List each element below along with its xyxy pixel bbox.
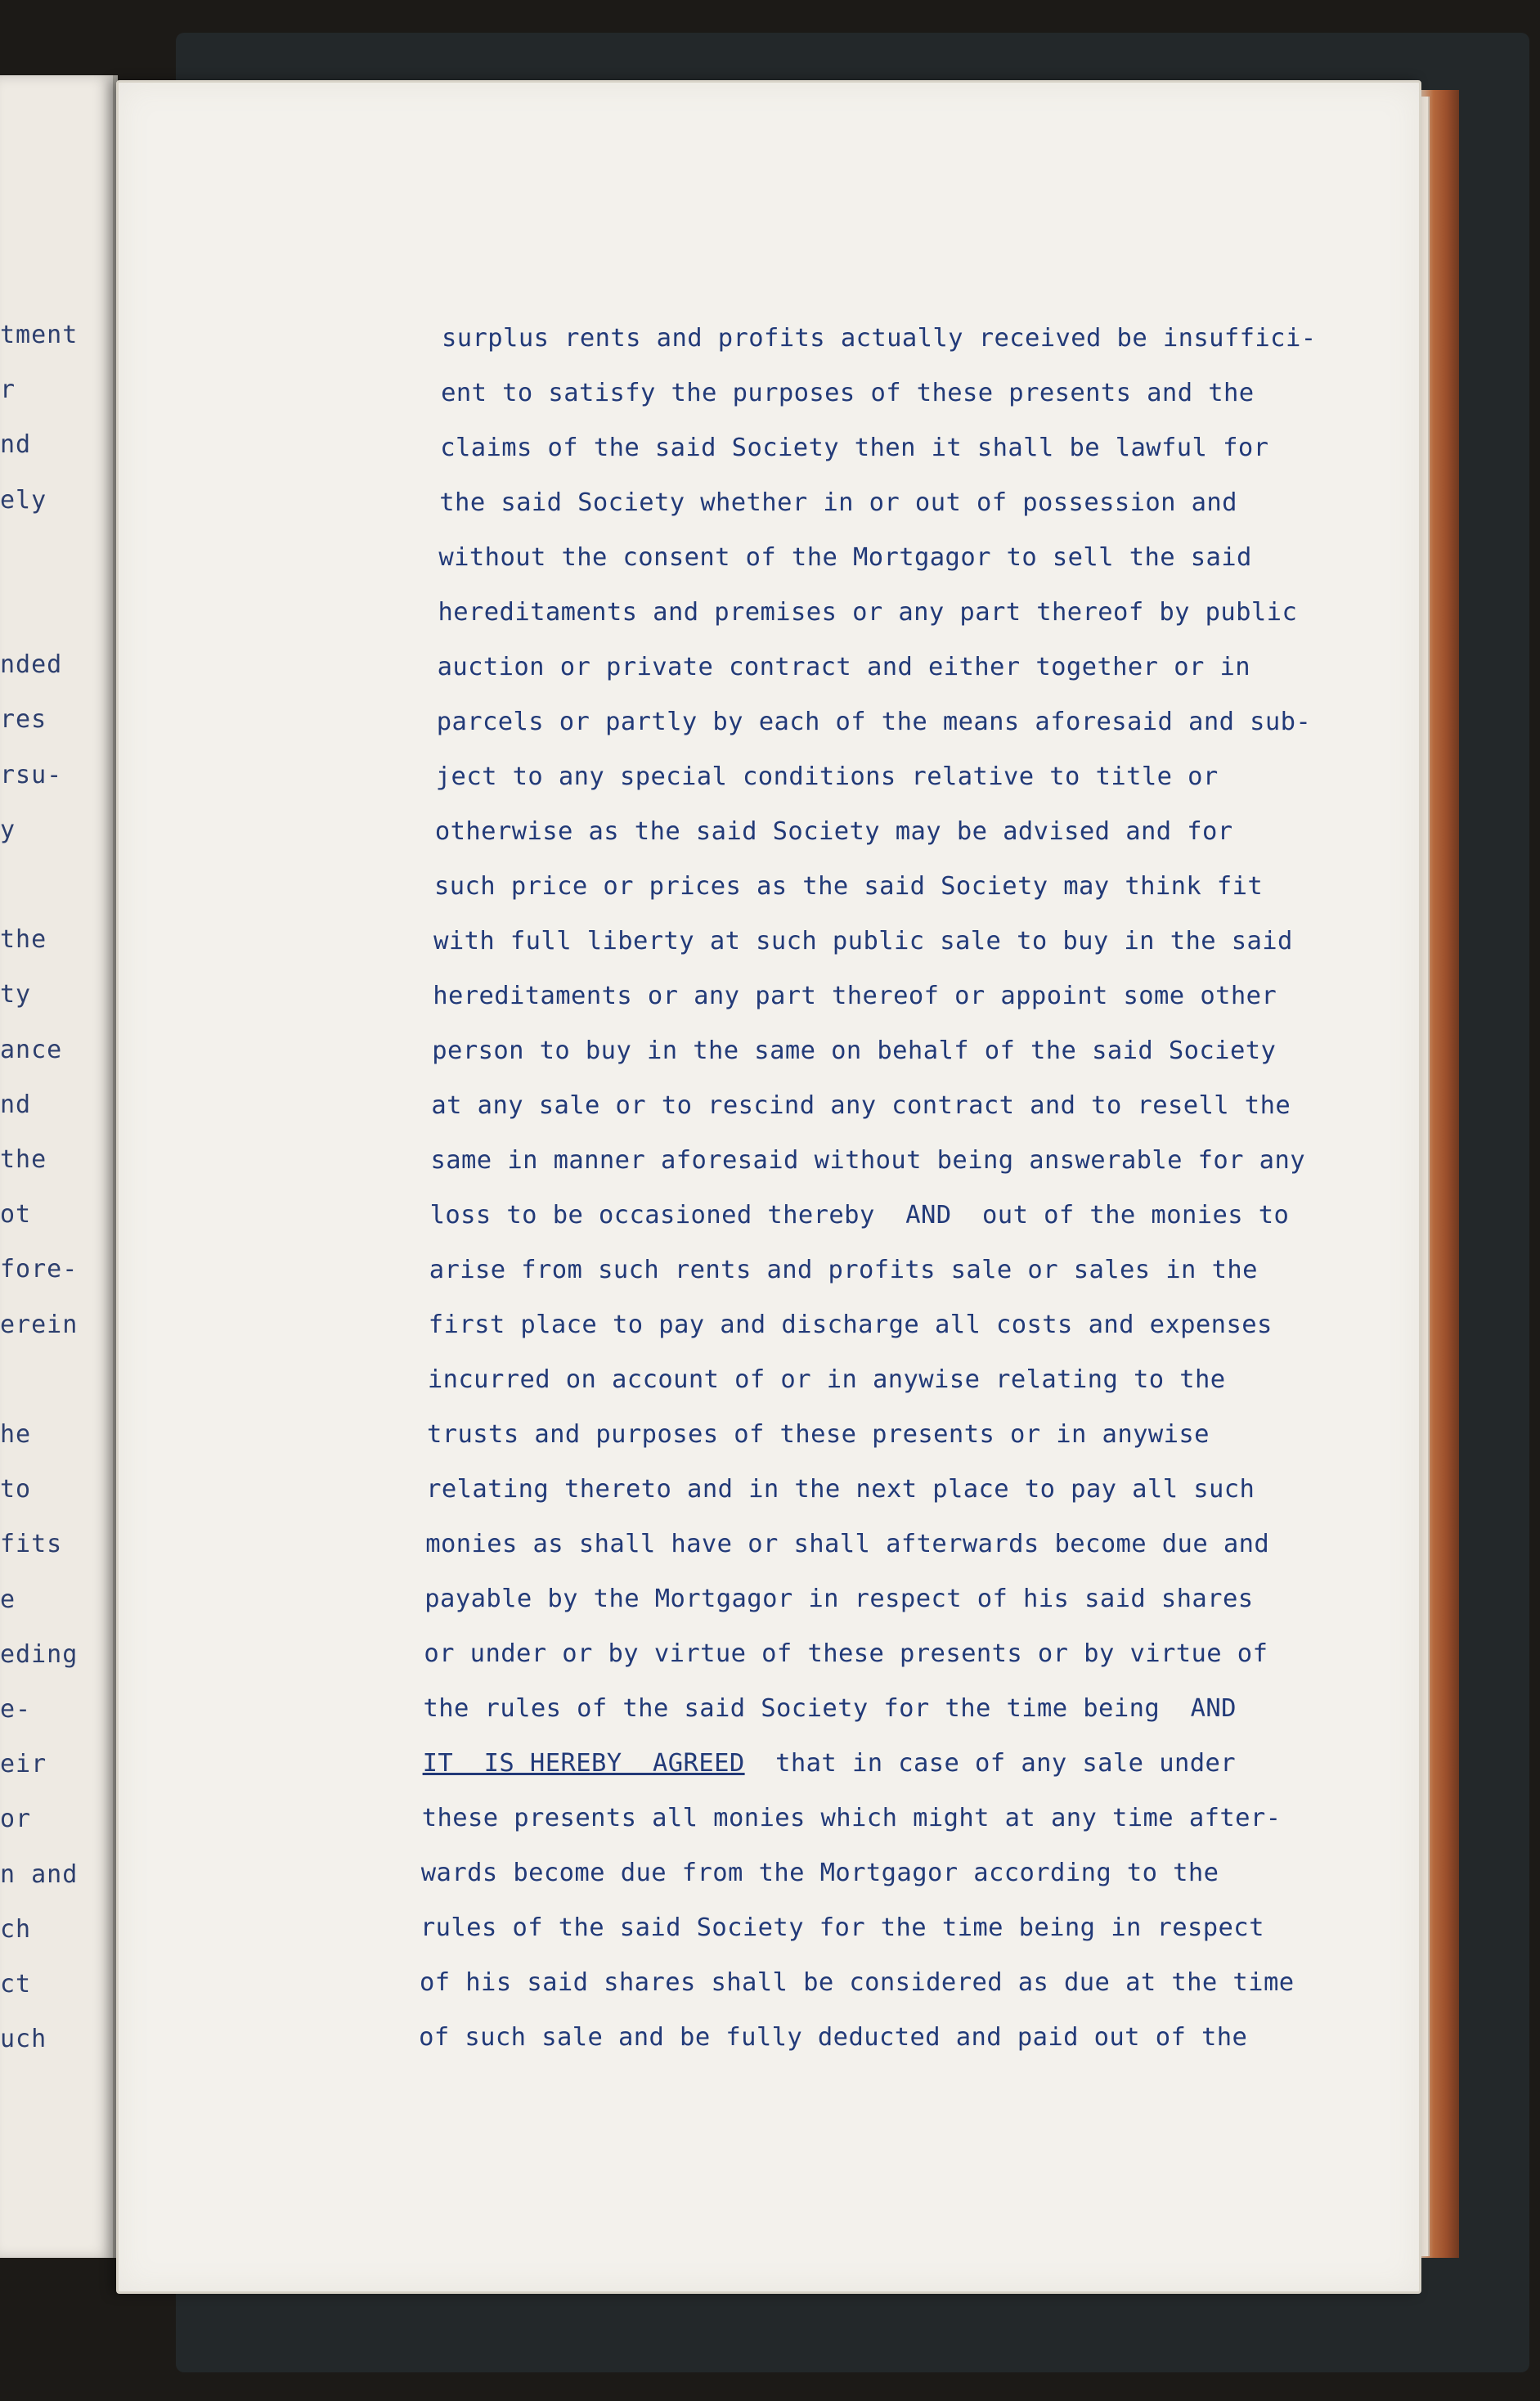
document-line: claims of the said Society then it shall be lawful for (440, 434, 1269, 462)
document-line: payable by the Mortgagor in respect of his said shares (424, 1585, 1254, 1613)
left-page-line: eir (0, 1750, 47, 1779)
left-page-line: the (0, 1145, 47, 1174)
document-line: first place to pay and discharge all costs and expenses (428, 1311, 1273, 1339)
left-page-line: fits (0, 1530, 63, 1559)
document-line: trusts and purposes of these presents or in anywise (427, 1420, 1210, 1449)
left-page-line: tment (0, 321, 79, 349)
document-page (116, 80, 1421, 2294)
left-page-line: ct (0, 1970, 32, 1999)
left-page-line: e- (0, 1695, 32, 1724)
document-line: otherwise as the said Society may be advised and for (434, 817, 1233, 846)
document-line: of his said shares shall be considered as due at the time (420, 1968, 1295, 1997)
underlined-phrase: IT IS HEREBY AGREED (422, 1749, 745, 1778)
document-line: relating thereto and in the next place to pay all such (426, 1475, 1255, 1504)
document-line: or under or by virtue of these presents or by virtue of (424, 1639, 1268, 1668)
left-page-line: ance (0, 1035, 63, 1064)
left-page-line: to (0, 1475, 32, 1504)
document-line: loss to be occasioned thereby AND out of the monies to (429, 1201, 1290, 1230)
document-line: the said Society whether in or out of possession and (439, 488, 1237, 517)
document-line: ject to any special conditions relative to title or (435, 762, 1219, 791)
document-line: without the consent of the Mortgagor to sell the said (438, 543, 1252, 572)
left-page-line: rsu- (0, 760, 63, 789)
document-line: rules of the said Society for the time being in respect (420, 1913, 1264, 1942)
left-page-line: res (0, 705, 47, 735)
left-page-line: ely (0, 485, 47, 515)
left-page-line: or (0, 1805, 32, 1834)
document-line: person to buy in the same on behalf of the said Society (432, 1036, 1277, 1065)
left-page-line: fore- (0, 1255, 79, 1284)
document-line: the rules of the said Society for the time being AND (423, 1694, 1237, 1723)
document-line: of such sale and be fully deducted and paid out of the (419, 2023, 1248, 2052)
left-page-line: nded (0, 650, 63, 680)
left-page-line: r (0, 375, 16, 405)
left-page-line: the (0, 925, 47, 955)
left-page-line: he (0, 1420, 32, 1449)
document-line: with full liberty at such public sale to buy in the said (433, 927, 1293, 955)
left-page-line: e (0, 1585, 16, 1614)
left-page-line: nd (0, 1090, 32, 1119)
document-line: parcels or partly by each of the means aforesaid and sub- (436, 708, 1312, 736)
left-page-line: n and (0, 1859, 79, 1889)
left-page-line: ch (0, 1914, 32, 1944)
document-line: these presents all monies which might at any time after- (421, 1804, 1282, 1832)
left-page-line: ot (0, 1200, 32, 1230)
left-page-line: nd (0, 430, 32, 460)
document-line: hereditaments or any part thereof or appoint some other (433, 982, 1277, 1010)
left-page-line: eding (0, 1639, 79, 1669)
document-line: arise from such rents and profits sale or sales in the (429, 1256, 1258, 1284)
document-line: surplus rents and profits actually received be insuffici- (442, 324, 1317, 353)
left-page-line: y (0, 815, 16, 844)
document-line: same in manner aforesaid without being answerable for any (430, 1146, 1305, 1175)
document-line: at any sale or to rescind any contract and to resell the (431, 1091, 1291, 1120)
document-line: wards become due from the Mortgagor according to the (420, 1859, 1219, 1887)
document-line: monies as shall have or shall afterwards become due and (425, 1530, 1270, 1558)
document-line: ent to satisfy the purposes of these presents and the (441, 379, 1255, 407)
left-page-line: uch (0, 2025, 47, 2054)
left-page-line: ty (0, 980, 32, 1009)
left-page (0, 75, 118, 2258)
document-line: incurred on account of or in anywise relating to the (427, 1365, 1226, 1394)
document-line: such price or prices as the said Society may think fit (434, 872, 1264, 901)
document-line: hereditaments and premises or any part thereof by public (438, 598, 1298, 627)
document-line: auction or private contract and either together or in (437, 653, 1251, 681)
document-line: IT IS HEREBY AGREED that in case of any sale under (422, 1749, 1237, 1778)
left-page-line: erein (0, 1310, 79, 1339)
